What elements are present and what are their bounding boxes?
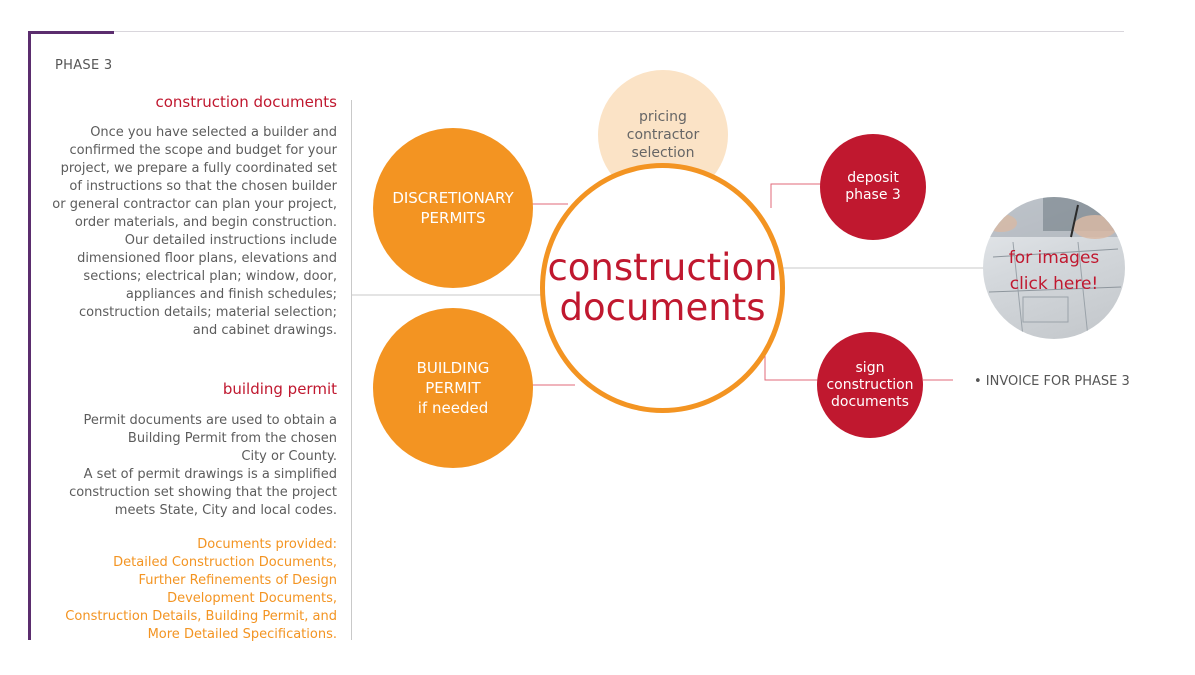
documents-line: Construction Details, Building Permit, and: [65, 609, 337, 624]
sign-line: documents: [831, 393, 909, 410]
discretionary-line: PERMITS: [420, 209, 486, 227]
paragraph-line: Once you have selected a builder and: [90, 125, 337, 140]
paragraph-line: order materials, and begin construction.: [74, 215, 337, 230]
phase-label: PHASE 3: [55, 58, 113, 73]
documents-line: Further Refinements of Design: [138, 573, 337, 588]
documents-line: More Detailed Specifications.: [147, 627, 337, 642]
paragraph-line: construction set showing that the project: [69, 485, 337, 500]
building-permit-line: PERMIT: [425, 379, 481, 397]
paragraph-line: appliances and finish schedules;: [125, 287, 337, 302]
pricing-line: pricing: [639, 109, 687, 125]
hub-line: construction: [547, 246, 778, 289]
images-link-line[interactable]: for images: [1008, 248, 1100, 268]
pricing-line: contractor: [626, 127, 700, 143]
paragraph-line: dimensioned floor plans, elevations and: [77, 251, 337, 266]
documents-line: Development Documents,: [167, 591, 337, 606]
paragraph-line: City or County.: [241, 449, 337, 464]
paragraph-line: sections; electrical plan; window, door,: [83, 269, 337, 284]
paragraph-line: or general contractor can plan your project,: [52, 197, 337, 212]
paragraph-line: confirmed the scope and budget for your: [69, 143, 337, 158]
paragraph-line: Permit documents are used to obtain a: [83, 413, 337, 428]
paragraph-line: and cabinet drawings.: [192, 323, 337, 338]
documents-line: Detailed Construction Documents,: [113, 555, 337, 570]
discretionary-permits-circle: [373, 128, 533, 288]
images-link[interactable]: [983, 197, 1125, 339]
invoice-item: • INVOICE FOR PHASE 3: [974, 374, 1130, 389]
pricing-line: selection: [631, 145, 695, 161]
deposit-line: deposit: [847, 170, 899, 186]
paragraph-line: meets State, City and local codes.: [114, 503, 337, 518]
building-permit-circle: [373, 308, 533, 468]
discretionary-line: DISCRETIONARY: [392, 189, 514, 207]
sign-connector: [765, 352, 818, 380]
deposit-line: phase 3: [845, 187, 901, 203]
paragraph-line: Building Permit from the chosen: [127, 431, 337, 446]
construction-heading: construction documents: [155, 93, 337, 111]
building-permit-line: if needed: [417, 399, 489, 417]
documents-line: Documents provided:: [197, 537, 337, 552]
sign-documents-circle: [817, 332, 923, 438]
sign-line: construction: [826, 376, 914, 393]
deposit-phase-circle: [820, 134, 926, 240]
hub-line: documents: [559, 286, 766, 329]
paragraph-line: A set of permit drawings is a simplified: [83, 467, 337, 482]
building-permit-line: BUILDING: [416, 359, 490, 377]
paragraph-line: construction details; material selection;: [78, 305, 337, 320]
construction-documents-hub: [540, 163, 785, 413]
permit-heading: building permit: [222, 380, 337, 398]
deposit-connector: [771, 184, 822, 208]
sign-line: sign: [855, 359, 885, 376]
images-link-text[interactable]: [983, 245, 1125, 297]
images-link-line[interactable]: click here!: [1009, 274, 1099, 294]
paragraph-line: Our detailed instructions include: [124, 233, 337, 248]
paragraph-line: of instructions so that the chosen builder: [69, 179, 337, 194]
paragraph-line: project, we prepare a fully coordinated set: [60, 161, 337, 176]
